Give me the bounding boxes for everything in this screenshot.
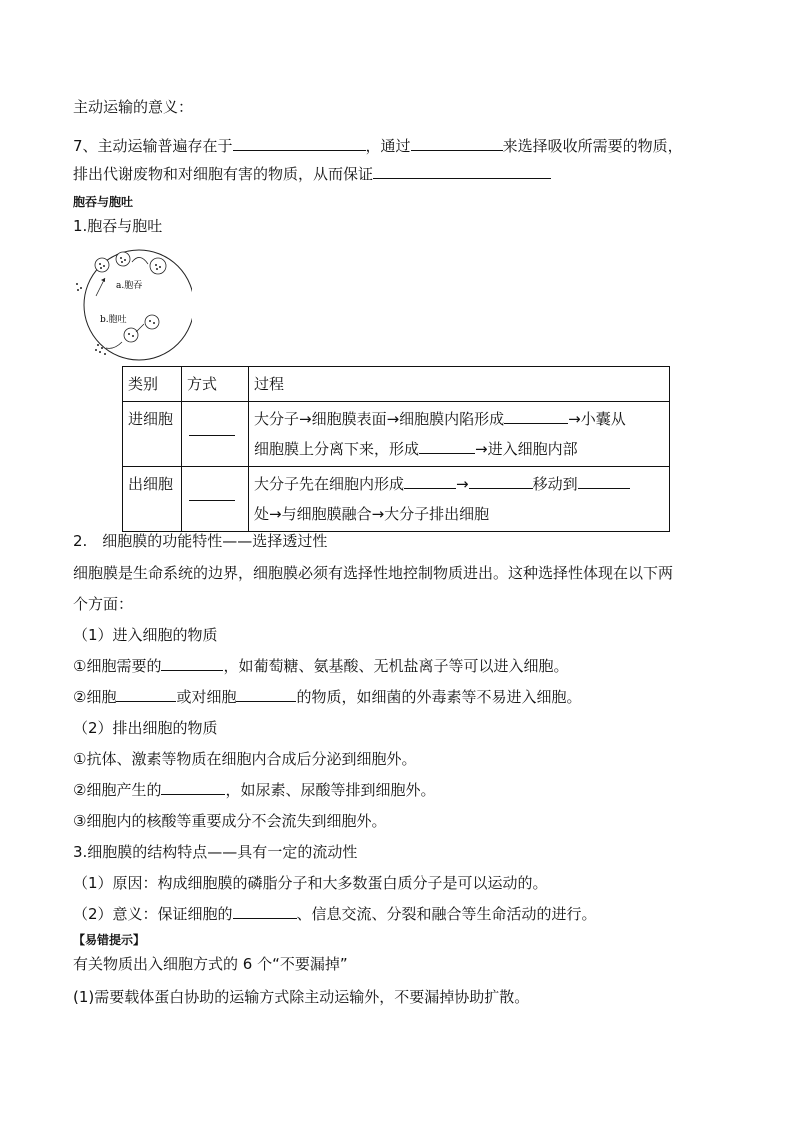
tip-heading: 【易错提示】	[73, 933, 146, 947]
molecule-dot	[104, 353, 106, 355]
arrow-path	[136, 324, 144, 332]
table-header-cell: 方式	[182, 367, 249, 402]
molecule-dot	[97, 344, 99, 346]
molecule-dot	[124, 259, 126, 261]
molecule-dot	[128, 333, 130, 335]
fill-blank[interactable]	[373, 164, 551, 179]
label-exocytosis: b.胞吐	[100, 315, 127, 325]
tip-intro: 有关物质出入细胞方式的 6 个“不要漏掉”	[73, 955, 348, 973]
text-span: 细胞膜上分离下来，形成	[254, 440, 420, 458]
molecule-dot	[120, 257, 122, 259]
text-span: （2）意义：保证细胞的	[73, 905, 233, 923]
fill-blank[interactable]	[469, 474, 533, 489]
molecule-dot	[103, 265, 105, 267]
process-cell	[249, 402, 670, 467]
vesicle	[95, 258, 109, 272]
text-span: →	[456, 475, 469, 493]
arrow-path	[106, 342, 122, 348]
text-span: ②细胞产生的	[73, 781, 162, 799]
text-span: 来选择吸收所需要的物质，	[502, 137, 683, 155]
text-span: ，如葡萄糖、氨基酸、无机盐离子等可以进入细胞。	[223, 657, 569, 675]
fill-blank[interactable]	[419, 439, 475, 454]
molecule-dot	[153, 322, 155, 324]
point-1-item-2	[73, 687, 581, 707]
fill-blank[interactable]	[578, 474, 630, 489]
fill-blank[interactable]	[236, 687, 296, 702]
category-cell: 出细胞	[123, 467, 182, 532]
molecule-dot	[76, 283, 78, 285]
text-span: ，通过	[365, 137, 411, 155]
molecule-dot	[77, 289, 79, 291]
point-2-title: （2）排出细胞的物质	[73, 719, 218, 737]
fill-blank[interactable]	[116, 687, 176, 702]
method-cell	[182, 402, 249, 467]
fill-blank[interactable]	[189, 434, 235, 436]
subsection-1-title: 1.胞吞与胞吐	[73, 217, 163, 235]
molecule-dot	[99, 351, 101, 353]
text-span: 大分子→细胞膜表面→细胞膜内陷形成	[254, 410, 505, 428]
fill-blank[interactable]	[411, 136, 503, 151]
point-1-item-1	[73, 656, 568, 676]
text-span: →进入细胞内部	[475, 440, 578, 458]
vesicle	[145, 315, 159, 329]
method-cell	[182, 467, 249, 532]
endocytosis-exocytosis-diagram	[72, 244, 192, 362]
molecule-dot	[100, 267, 102, 269]
subsection-3-item-2	[73, 904, 597, 924]
molecule-dot	[155, 264, 157, 266]
subsection-2-title: 2. 细胞膜的功能特性——选择透过性	[73, 532, 328, 550]
fill-blank[interactable]	[189, 499, 235, 501]
vesicle	[116, 252, 130, 266]
text-span: 或对细胞	[176, 688, 237, 706]
text-span: 大分子先在细胞内形成	[254, 475, 405, 493]
text-span: 7、主动运输普遍存在于	[73, 137, 233, 155]
point-2-item-1: ①抗体、激素等物质在细胞内合成后分泌到细胞外。	[73, 750, 417, 768]
molecule-dot	[99, 263, 101, 265]
table-header-cell: 类别	[123, 367, 182, 402]
point-1-title: （1）进入细胞的物质	[73, 626, 218, 644]
table-header-row	[123, 367, 670, 402]
process-table	[122, 366, 670, 532]
fill-blank[interactable]	[404, 474, 456, 489]
text-span: 的物质，如细菌的外毒素等不易进入细胞。	[296, 688, 582, 706]
molecule-dot	[101, 347, 103, 349]
molecule-dot	[132, 335, 134, 337]
text-span: ①细胞需要的	[73, 657, 162, 675]
table-header-cell: 过程	[249, 367, 670, 402]
molecule-dot	[149, 320, 151, 322]
subsection-2-para-line-2: 个方面：	[73, 595, 134, 613]
category-cell: 进细胞	[123, 402, 182, 467]
process-cell	[249, 467, 670, 532]
question-7-line-1	[73, 136, 683, 156]
subsection-3-title: 3.细胞膜的结构特点——具有一定的流动性	[73, 843, 358, 861]
fill-blank[interactable]	[504, 409, 568, 424]
label-endocytosis: a.胞吞	[116, 281, 143, 291]
molecule-dot	[156, 268, 158, 270]
point-2-item-3: ③细胞内的核酸等重要成分不会流失到细胞外。	[73, 812, 387, 830]
vesicle	[124, 328, 138, 342]
text-span: 处→与细胞膜融合→大分子排出细胞	[254, 505, 490, 523]
subsection-2-para-line-1: 细胞膜是生命系统的边界，细胞膜必须有选择性地控制物质进出。这种选择性体现在以下两	[73, 564, 674, 582]
molecule-dot	[159, 266, 161, 268]
subsection-3-item-1: （1）原因：构成细胞膜的磷脂分子和大多数蛋白质分子是可以运动的。	[73, 874, 548, 892]
vesicle	[150, 258, 166, 274]
fill-blank[interactable]	[233, 904, 297, 919]
text-span: 排出代谢废物和对细胞有害的物质，从而保证	[73, 165, 374, 183]
table-row	[123, 467, 670, 532]
molecule-dot	[121, 261, 123, 263]
text-span: 、信息交流、分裂和融合等生命活动的进行。	[296, 905, 597, 923]
text-span: 移动到	[532, 475, 578, 493]
question-7-line-2	[73, 164, 551, 184]
text-span: →小囊从	[568, 410, 626, 428]
tip-item-1: (1)需要载体蛋白协助的运输方式除主动运输外，不要漏掉协助扩散。	[73, 988, 530, 1006]
fill-blank[interactable]	[233, 136, 366, 151]
text-span: ，如尿素、尿酸等排到细胞外。	[225, 781, 436, 799]
molecule-dot	[80, 287, 82, 289]
significance-title: 主动运输的意义：	[73, 98, 194, 116]
text-span: ②细胞	[73, 688, 117, 706]
molecule-dot	[95, 349, 97, 351]
fill-blank[interactable]	[161, 780, 225, 795]
section-heading: 胞吞与胞吐	[73, 195, 134, 209]
arrow-path	[132, 257, 148, 264]
table-row	[123, 402, 670, 467]
point-2-item-2	[73, 780, 435, 800]
fill-blank[interactable]	[161, 656, 223, 671]
